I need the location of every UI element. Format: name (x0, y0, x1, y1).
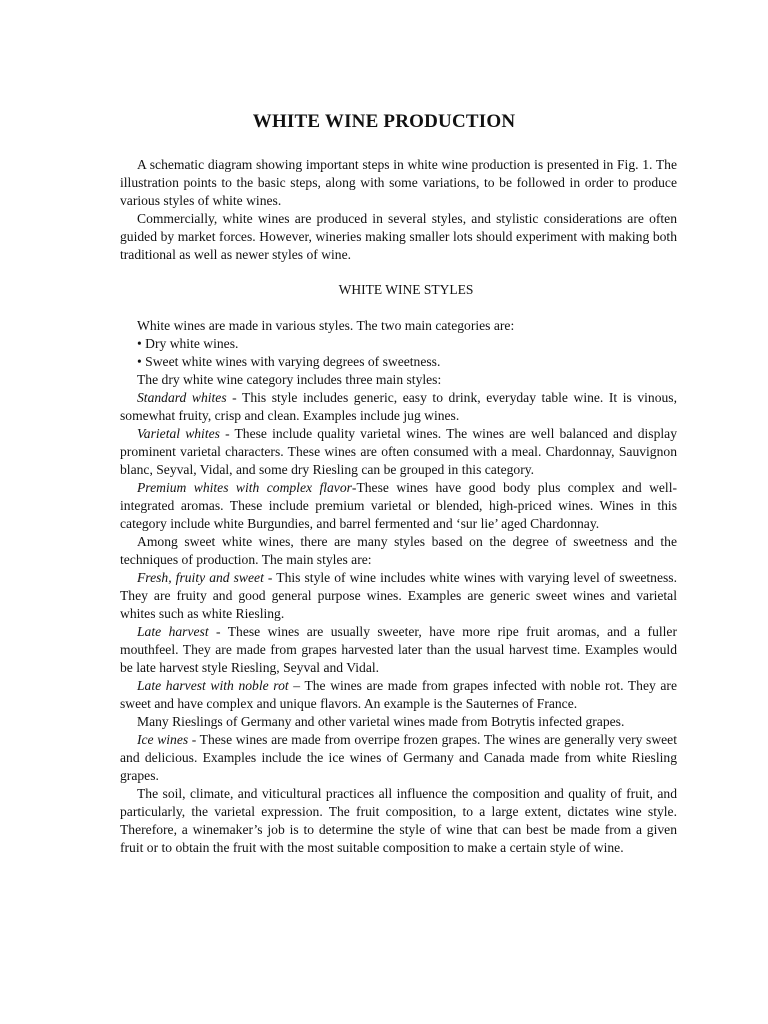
style-term: Late harvest with noble rot (137, 678, 289, 693)
dry-intro-paragraph: The dry white wine category includes three main styles: (137, 372, 442, 387)
style-text: - This style includes generic, easy to drink, everyday table wine. It is vinous, somewhat fruity, crisp and clean. Examples include jug wines. (120, 390, 677, 423)
style-text: - These wines are made from overripe frozen grapes. The wines are generally very sweet and delicious. Examples include the ice wines of Germany and Canada made from white Riesling grapes. (120, 732, 677, 783)
page-title: WHITE WINE PRODUCTION (252, 111, 516, 132)
style-text: - These wines are usually sweeter, have more ripe fruit aromas, and a fuller mouthfeel. They are made from grapes harvested later than the usual harvest time. Examples would be late harvest style Riesling, Seyval and Vidal. (120, 624, 677, 675)
style-term: Premium whites with complex flavor (137, 480, 352, 495)
bullet-sweet: • Sweet white wines with varying degrees of sweetness. (137, 354, 441, 369)
style-varietal-whites (120, 425, 677, 479)
categories-paragraph: White wines are made in various styles. The two main categories are: (137, 318, 515, 333)
style-text: - These include quality varietal wines. The wines are well balanced and display prominent varietal characters. These wines are often consumed with a meal. Chardonnay, Sauvignon blanc, Seyval, Vidal, and some dry Riesling can be grouped in this category. (120, 426, 677, 477)
styles-block (120, 317, 677, 857)
style-term: Ice wines (137, 732, 189, 747)
style-standard-whites (120, 389, 677, 425)
intro-paragraph-2: Commercially, white wines are produced in several styles, and stylistic considerations are often guided by market forces. However, wineries making smaller lots should experiment with making both traditional as well as newer styles of wine. (120, 211, 677, 262)
style-term: Fresh, fruity and sweet (137, 570, 264, 585)
rieslings-paragraph: Many Rieslings of Germany and other varietal wines made from Botrytis infected grapes. (137, 714, 625, 729)
style-term: Late harvest (137, 624, 209, 639)
bullet-dry: • Dry white wines. (137, 336, 239, 351)
style-late-harvest-noble-rot (120, 677, 677, 713)
style-fresh-fruity-sweet (120, 569, 677, 623)
closing-paragraph: The soil, climate, and viticultural practices all influence the composition and quality of fruit, and particularly, the varietal expression. The fruit composition, to a large extent, dictates wine style. Therefore, a winemaker’s job is to determine the style of wine that can best be made from a given fruit or to obtain the fruit with the most suitable composition to make a certain style of wine. (120, 786, 677, 855)
style-term: Varietal whites (137, 426, 220, 441)
sweet-intro-paragraph: Among sweet white wines, there are many styles based on the degree of sweetness and the techniques of production. The main styles are: (120, 534, 677, 567)
style-late-harvest (120, 623, 677, 677)
style-term: Standard whites (137, 390, 227, 405)
section-heading: WHITE WINE STYLES (338, 282, 474, 297)
style-ice-wines (120, 731, 677, 785)
style-premium-whites (120, 479, 677, 533)
style-text: - This style of wine includes white wines with varying level of sweetness. They are fruity and good general purpose wines. Examples are generic sweet wines and varietal whites such as white Riesling. (120, 570, 677, 621)
style-text: – The wines are made from grapes infected with noble rot. They are sweet and have complex and unique flavors. An example is the Sauternes of France. (120, 678, 677, 711)
style-text: -These wines have good body plus complex and well-integrated aromas. These include premium varietal or blended, high-priced wines. Wines in this category include white Burgundies, and barrel fermented and ‘sur lie’ aged Chardonnay. (120, 480, 678, 531)
intro-paragraph-1: A schematic diagram showing important steps in white wine production is presented in Fig. 1. The illustration points to the basic steps, along with some variations, to be followed in order to produce various styles of white wines. (120, 157, 677, 208)
intro-block (120, 156, 677, 264)
